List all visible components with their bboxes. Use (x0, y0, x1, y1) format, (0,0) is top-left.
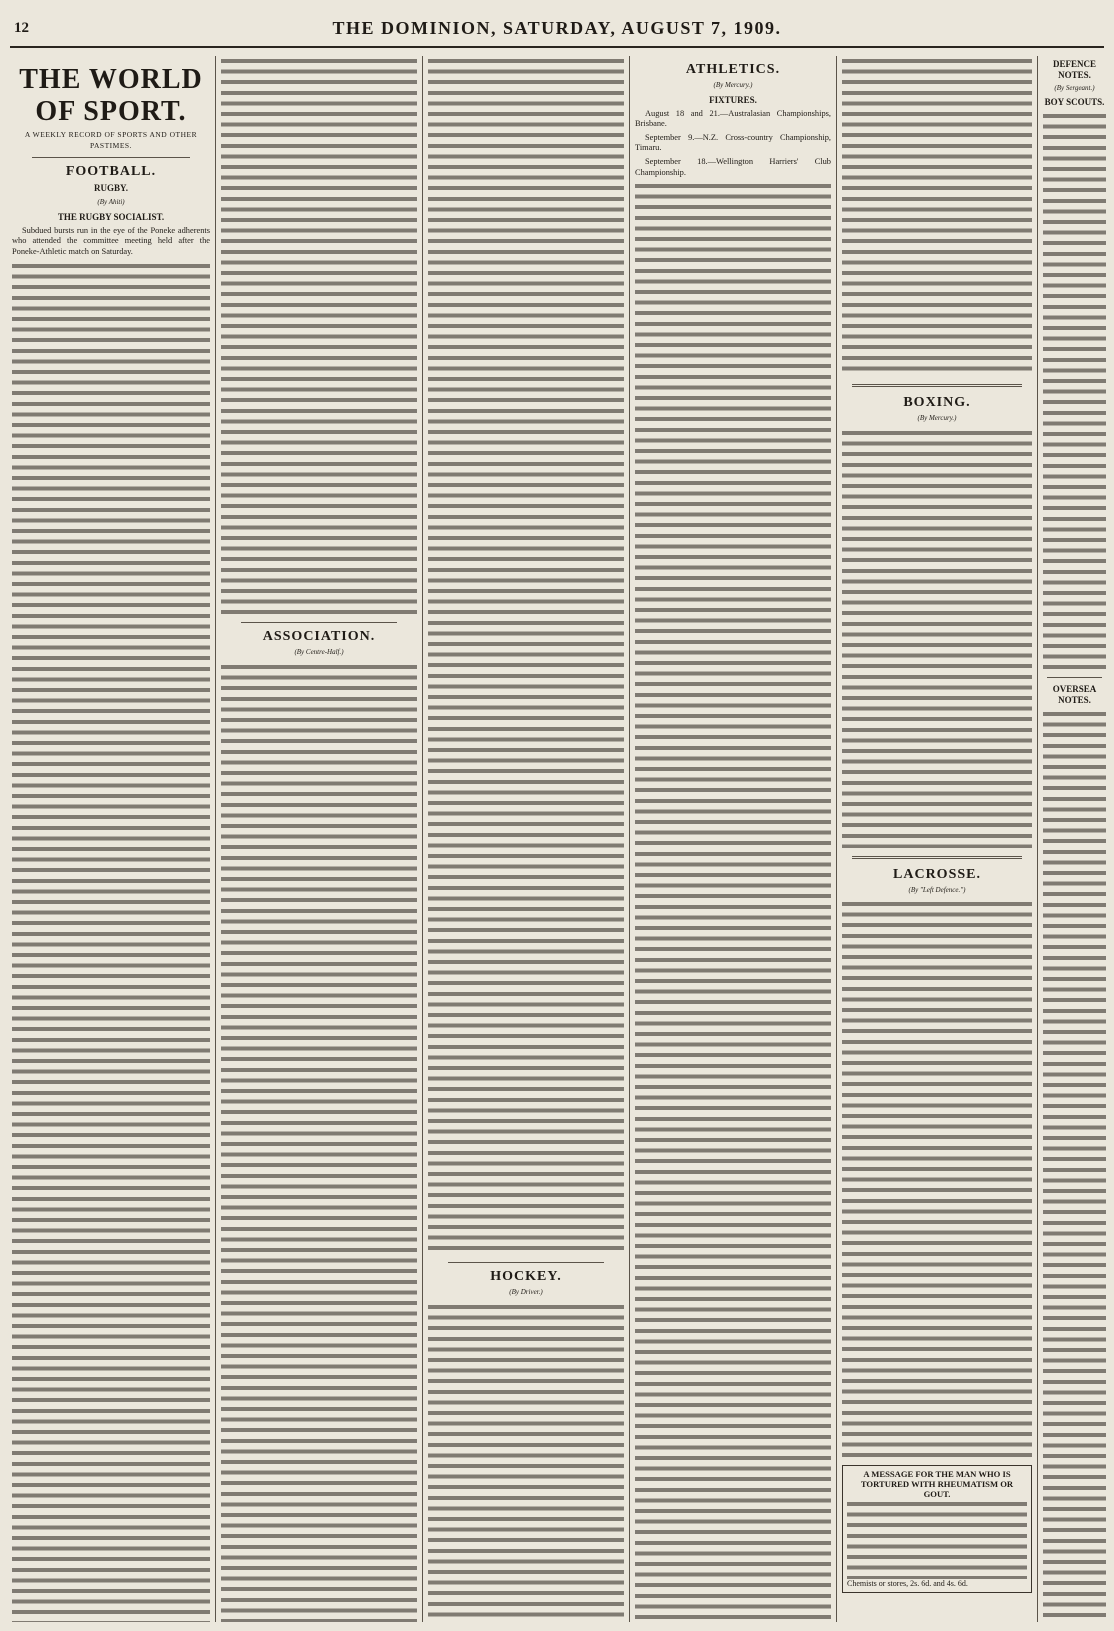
column-6 (1043, 56, 1106, 1622)
defence-heading: DEFENCE NOTES. (1052, 59, 1096, 80)
oversea-heading: OVERSEA NOTES. (1052, 684, 1097, 705)
article-text-block (428, 56, 624, 1256)
page-number: 12 (14, 20, 29, 36)
column-rule (422, 56, 423, 1622)
article-text-block (1043, 709, 1106, 1622)
column-rule (215, 56, 216, 1622)
article-text-block (221, 56, 417, 616)
athletics-byline: (By Mercury.) (713, 81, 753, 89)
boxing-byline: (By Mercury.) (917, 414, 957, 422)
column-5 (842, 56, 1032, 1622)
lacrosse-heading: LACROSSE. (893, 866, 981, 882)
column-rule (629, 56, 630, 1622)
athletics-heading: ATHLETICS. (685, 62, 781, 77)
boy-scouts-heading: BOY SCOUTS. (1044, 97, 1105, 107)
hockey-byline: (By Driver.) (509, 1288, 543, 1296)
column-rule (836, 56, 837, 1622)
article-text-block (842, 56, 1032, 376)
column-4 (635, 56, 831, 1622)
column-rule (1037, 56, 1038, 1622)
masthead (10, 18, 1104, 48)
article-text-block (221, 662, 417, 1622)
fixture-item: August 18 and 21.—Australasian Championships, Brisbane. (635, 108, 831, 129)
article-text-block (842, 899, 1032, 1459)
newspaper-title: THE DOMINION, SATURDAY, AUGUST 7, 1909. (332, 18, 782, 38)
sport-title: THE WORLD OF SPORT. (19, 64, 203, 127)
lacrosse-byline: (By "Left Defence.") (908, 885, 966, 894)
fixtures-label: FIXTURES. (709, 94, 757, 105)
divider (852, 384, 1022, 387)
rheumatism-advertisement (842, 1465, 1032, 1593)
football-byline: (By Ahiti) (97, 198, 125, 207)
boxing-heading: BOXING. (903, 395, 971, 410)
article-text-block (1043, 111, 1106, 671)
article-text-block (12, 261, 210, 1622)
article-text-block (635, 181, 831, 1622)
rugby-subheading: RUGBY. (94, 183, 128, 194)
fixture-item: September 18.—Wellington Harriers' Club Championship. (635, 156, 831, 177)
association-heading: ASSOCIATION. (262, 629, 376, 644)
article-text-block (428, 1302, 624, 1622)
fixture-item: September 9.—N.Z. Cross-country Championship, Timaru. (635, 132, 831, 153)
football-lead-paragraph: Subdued bursts run in the eye of the Poneke adherents who attended the committee meeting held after the Poneke-Athletic match on Saturday. (12, 225, 210, 256)
football-heading: FOOTBALL. (65, 164, 157, 180)
rugby-socialist-heading: THE RUGBY SOCIALIST. (57, 211, 165, 222)
advert-title: A MESSAGE FOR THE MAN WHO IS TORTURED WITH RHEUMATISM OR GOUT. (860, 1469, 1014, 1500)
association-byline: (By Centre-Half.) (294, 648, 344, 656)
column-2 (221, 56, 417, 1622)
defence-byline: (By Sergeant.) (1054, 84, 1095, 92)
divider (1047, 677, 1102, 678)
column-3 (428, 56, 624, 1622)
sport-subtitle: A WEEKLY RECORD OF SPORTS AND OTHER PASTIMES. (24, 130, 198, 150)
advert-text-block (847, 1499, 1027, 1579)
column-1 (12, 56, 210, 1622)
advert-footer: Chemists or stores, 2s. 6d. and 4s. 6d. (847, 1579, 968, 1589)
divider (241, 622, 397, 623)
divider (852, 856, 1022, 859)
divider (32, 157, 190, 158)
divider (448, 1262, 604, 1263)
article-text-block (842, 428, 1032, 848)
hockey-heading: HOCKEY. (490, 1269, 562, 1284)
